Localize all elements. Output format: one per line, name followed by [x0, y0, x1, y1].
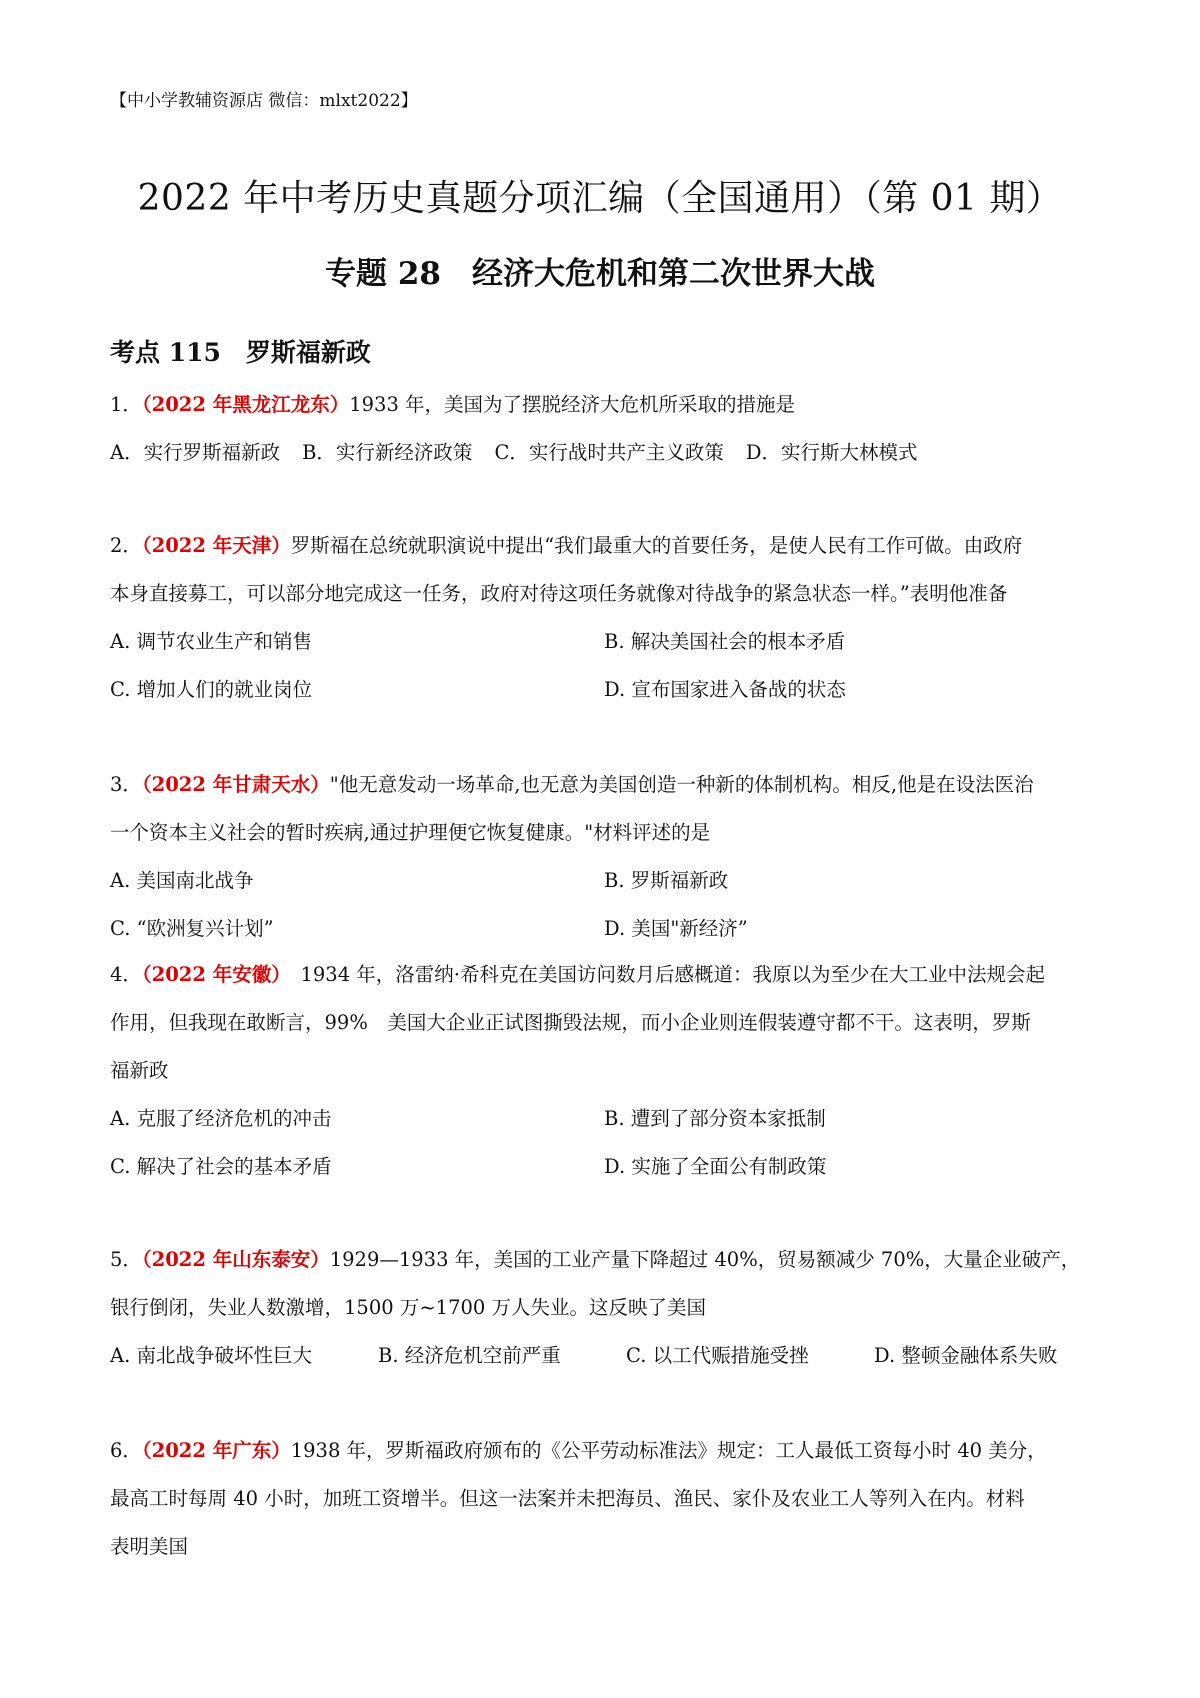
- option-d: D. 宣布国家进入备战的状态: [604, 678, 846, 701]
- question-text: 罗斯福在总统就职演说中提出“我们最重大的首要任务，是使人民有工作可做。由政府: [290, 534, 1023, 557]
- option-d: D. 整顿金融体系失败: [874, 1344, 1058, 1367]
- question-source: （2022 年黑龙江龙东）: [141, 393, 350, 416]
- question-4: [110, 951, 1100, 1191]
- question-stem: [110, 951, 1100, 999]
- question-number: 5．: [110, 1248, 142, 1271]
- question-text-line: 最高工时每周 40 小时，加班工资增半。但这一法案并未把海员、渔民、家仆及农业工人等列入在内。材料: [110, 1487, 1025, 1510]
- question-text: 1933 年，美国为了摆脱经济大危机所采取的措施是: [349, 393, 796, 416]
- question-stem: [110, 761, 1100, 809]
- question-text: 1934 年，洛雷纳·希科克在美国访问数月后感概道：我原以为至少在大工业中法规会起: [280, 963, 1046, 986]
- question-number: 3．: [110, 773, 142, 796]
- option-a: A. 美国南北战争: [110, 869, 254, 892]
- option-b: B. 遭到了部分资本家抵制: [604, 1107, 826, 1130]
- topic-subtitle: 专题 28 经济大危机和第二次世界大战: [325, 256, 875, 292]
- question-number: 2．: [110, 534, 142, 557]
- options-row: [110, 905, 1100, 953]
- question-text-line: 福新政: [110, 1059, 169, 1082]
- question-3: [110, 761, 1100, 953]
- question-text-line: 表明美国: [110, 1535, 189, 1558]
- option-c: C. 增加人们的就业岗位: [110, 678, 313, 701]
- question-number: 6．: [110, 1439, 142, 1462]
- question-text-line: 银行倒闭，失业人数激增，1500 万~1700 万人失业。这反映了美国: [110, 1296, 706, 1319]
- question-text: "他无意发动一场革命,也无意为美国创造一种新的体制机构。相反,他是在设法医治: [329, 773, 1034, 796]
- options-row: [110, 1143, 1100, 1191]
- question-number: 1．: [110, 393, 142, 416]
- page-title: 2022 年中考历史真题分项汇编（全国通用）（第 01 期）: [137, 178, 1063, 219]
- question-5: [110, 1236, 1100, 1380]
- question-text: 1929—1933 年，美国的工业产量下降超过 40%，贸易额减少 70%，大量企业破产，: [329, 1248, 1081, 1271]
- question-stem: [110, 1236, 1100, 1284]
- question-1: [110, 381, 1100, 477]
- option-d: D. 实施了全面公有制政策: [604, 1155, 827, 1178]
- option-b: B. 解决美国社会的根本矛盾: [604, 630, 846, 653]
- question-text-line: 一个资本主义社会的暂时疾病,通过护理便它恢复健康。"材料评述的是: [110, 821, 711, 844]
- section-heading: 考点 115 罗斯福新政: [110, 338, 371, 367]
- question-source: （2022 年山东泰安）: [141, 1248, 330, 1271]
- question-stem: [110, 381, 1100, 429]
- question-2: [110, 522, 1100, 714]
- question-stem: [110, 1427, 1100, 1475]
- option-b: B. 罗斯福新政: [604, 869, 729, 892]
- option-a: A. 调节农业生产和销售: [110, 630, 312, 653]
- option-d: D. 美国"新经济”: [604, 917, 748, 940]
- question-source: （2022 年天津）: [141, 534, 291, 557]
- options-row: [110, 1095, 1100, 1143]
- question-source: （2022 年甘肃天水）: [141, 773, 330, 796]
- question-text-line: 本身直接募工，可以部分地完成这一任务，政府对待这项任务就像对待战争的紧急状态一样。”表明他准备: [110, 582, 1008, 605]
- question-text-line: 作用，但我现在敢断言，99% 美国大企业正试图撕毁法规，而小企业则连假装遵守都不干。这表明，罗斯: [110, 1011, 1031, 1034]
- option-a: A. 克服了经济危机的冲击: [110, 1107, 332, 1130]
- options-row: [110, 618, 1100, 666]
- question-6: [110, 1427, 1100, 1571]
- option-c: C. 以工代赈措施受挫: [626, 1344, 809, 1367]
- question-text: 1938 年，罗斯福政府颁布的《公平劳动标准法》规定：工人最低工资每小时 40 美分，: [290, 1439, 1047, 1462]
- option-b: B．实行新经济政策: [302, 441, 473, 464]
- option-d: D．实行斯大林模式: [745, 441, 918, 464]
- question-source: （2022 年广东）: [141, 1439, 291, 1462]
- option-a: A．实行罗斯福新政: [110, 441, 281, 464]
- options-row: [110, 429, 1100, 477]
- options-row: [110, 1332, 1100, 1380]
- option-c: C．实行战时共产主义政策: [494, 441, 724, 464]
- option-b: B. 经济危机空前严重: [378, 1344, 561, 1367]
- question-stem: [110, 522, 1100, 570]
- option-c: C. “欧洲复兴计划”: [110, 917, 274, 940]
- options-row: [110, 857, 1100, 905]
- question-number: 4．: [110, 963, 142, 986]
- options-row: [110, 666, 1100, 714]
- header-tag: 【中小学教辅资源店 微信：mlxt2022】: [110, 91, 418, 111]
- option-c: C. 解决了社会的基本矛盾: [110, 1155, 332, 1178]
- question-source: （2022 年安徽）: [141, 963, 281, 986]
- option-a: A. 南北战争破坏性巨大: [110, 1344, 312, 1367]
